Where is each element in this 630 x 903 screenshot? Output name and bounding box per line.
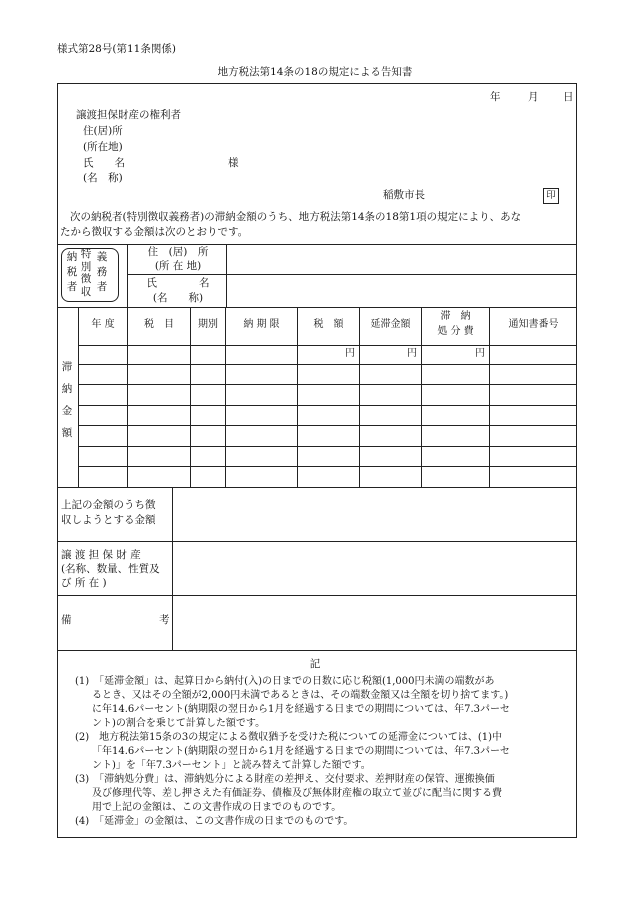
side-label-char: 納	[61, 383, 73, 395]
note-line: るとき、又はその全額が2,000円未満であるときは、その端数金額又は全額を切り捨てます。)	[92, 690, 509, 701]
header-disposition-1: 滞 納	[440, 311, 471, 322]
header-fiscal-year: 年 度	[91, 319, 115, 330]
rule-header-bottom	[78, 345, 577, 346]
collect-label-line1: 上記の金額のうち徴	[61, 499, 156, 511]
rule-lower-v	[172, 487, 173, 650]
rule-property-bottom	[57, 595, 577, 596]
date-year: 年	[490, 91, 501, 103]
taxpayer-label-char: 務	[96, 266, 108, 278]
intro-text-line2: たから徴収する金額は次のとおりです。	[60, 226, 249, 238]
taxpayer-label-char: 義	[96, 251, 108, 263]
rule-row-2	[78, 384, 577, 385]
rule-col-7	[489, 307, 490, 487]
note-line: (4) 「延滞金」の金額は、この文書作成の日までのものです。	[75, 816, 354, 827]
rule-col-2	[190, 307, 191, 487]
rule-row-1	[78, 364, 577, 365]
yen-unit-late: 円	[407, 348, 417, 359]
taxpayer-label-char: 別	[80, 260, 92, 273]
yen-unit-tax: 円	[345, 348, 355, 359]
rule-delinq-side	[78, 307, 79, 487]
header-notice-number: 通知書番号	[508, 319, 559, 330]
rule-row-3	[78, 405, 577, 406]
taxpayer-label-col2	[80, 248, 92, 298]
yen-unit-disposition: 円	[475, 348, 485, 359]
property-label-line1: 譲 渡 担 保 財 産	[61, 549, 141, 561]
note-line: ント)の割合を乗じて計算した額です。	[92, 718, 266, 729]
taxpayer-name-label: 氏 名	[146, 277, 210, 289]
issuer-title: 稲敷市長	[383, 189, 425, 201]
taxpayer-label-char: 収	[80, 285, 92, 298]
form-number: 様式第28号(第11条関係)	[57, 43, 176, 55]
rule-col-5	[359, 307, 360, 487]
seal-mark: 印	[543, 188, 559, 204]
note-line: (3) 「滞納処分費」は、滞納処分による財産の差押え、交付要求、差押財産の保管、運搬換価	[75, 774, 495, 785]
taxpayer-address-sub: (所 在 地)	[154, 260, 202, 272]
taxpayer-label-char: 特	[80, 248, 92, 260]
rule-row-6	[78, 466, 577, 467]
collect-label-line2: 収しようとする金額	[61, 514, 156, 526]
property-label-line3: び 所 在 )	[61, 577, 107, 589]
remarks-label-left: 備	[61, 614, 72, 626]
rule-table-bottom	[57, 487, 577, 488]
note-line: 「年14.6パーセント(納期限の翌日から1月を経過する日までの期間については、年7.3パーセ	[92, 746, 510, 757]
recipient-honorific: 様	[228, 157, 239, 169]
date-day: 日	[563, 91, 574, 103]
date-month: 月	[528, 91, 539, 103]
taxpayer-address-label: 住 (居) 所	[147, 246, 209, 258]
rule-taxpayer-mid	[127, 274, 577, 275]
rule-row-5	[78, 446, 577, 447]
rule-col-3	[225, 307, 226, 487]
recipient-heading: 譲渡担保財産の権利者	[76, 109, 181, 121]
rule-col-1	[127, 307, 128, 487]
recipient-name-label: 氏 名	[83, 157, 125, 169]
note-line: 用で上記の金額は、この文書作成の日までのものです。	[92, 802, 342, 813]
delinquency-side-label	[60, 356, 74, 444]
rule-col-4	[297, 307, 298, 487]
header-due-date: 納 期 限	[243, 319, 280, 330]
side-label-char: 額	[61, 427, 73, 439]
rule-row-4	[78, 425, 577, 426]
recipient-address-label: 住(居)所	[83, 125, 123, 137]
recipient-location-label: (所在地)	[83, 141, 123, 153]
recipient-title-label: (名 称)	[83, 172, 123, 184]
taxpayer-label-col1	[66, 250, 78, 295]
rule-taxpayer-v1	[127, 244, 128, 307]
rule-remarks-bottom	[57, 650, 577, 651]
header-tax-item: 税 目	[144, 319, 174, 330]
taxpayer-label-char: 納	[66, 251, 78, 263]
rule-taxpayer-bottom	[57, 307, 577, 308]
taxpayer-label-char: 者	[96, 281, 108, 293]
page-title: 地方税法第14条の18の規定による告知書	[217, 66, 413, 78]
taxpayer-name-sub: (名 称)	[152, 292, 204, 304]
notes-heading: 記	[309, 658, 321, 670]
taxpayer-label-char: 者	[66, 281, 78, 293]
taxpayer-label-char: 徴	[80, 273, 92, 285]
remarks-label-right: 考	[159, 614, 170, 626]
rule-taxpayer-top	[57, 244, 577, 245]
side-label-char: 金	[61, 405, 73, 417]
intro-text-line1: 次の納税者(特別徴収義務者)の滞納金額のうち、地方税法第14条の18第1項の規定により、あな	[70, 211, 522, 223]
taxpayer-label-col3	[96, 250, 108, 295]
rule-taxpayer-v2	[226, 244, 227, 307]
header-late-fee: 延滞金額	[370, 319, 411, 330]
header-disposition-2: 処 分 費	[437, 326, 474, 337]
taxpayer-label-char: 税	[66, 266, 78, 278]
note-line: (1) 「延滞金額」は、起算日から納付(入)の日までの日数に応じ税額(1,000円未満の端数があ	[75, 676, 495, 687]
note-line: 及び修理代等、差し押さえた有価証券、債権及び無体財産権の取立て並びに配当に関する費	[92, 788, 502, 799]
header-tax-amount: 税 額	[313, 319, 344, 330]
note-line: に年14.6パーセント(納期限の翌日から1月を経過する日までの期間については、年7.3パーセ	[92, 704, 510, 715]
header-period: 期別	[198, 319, 218, 330]
note-line: ント)」を「年7.3パーセント」と読み替えて計算した額です。	[92, 760, 371, 771]
side-label-char: 滞	[61, 361, 73, 373]
property-label-line2: (名称、数量、性質及	[61, 563, 160, 575]
note-line: (2) 地方税法第15条の3の規定による徴収猶予を受けた税についての延滞金については、(1)中	[75, 732, 503, 743]
rule-collect-bottom	[57, 541, 577, 542]
